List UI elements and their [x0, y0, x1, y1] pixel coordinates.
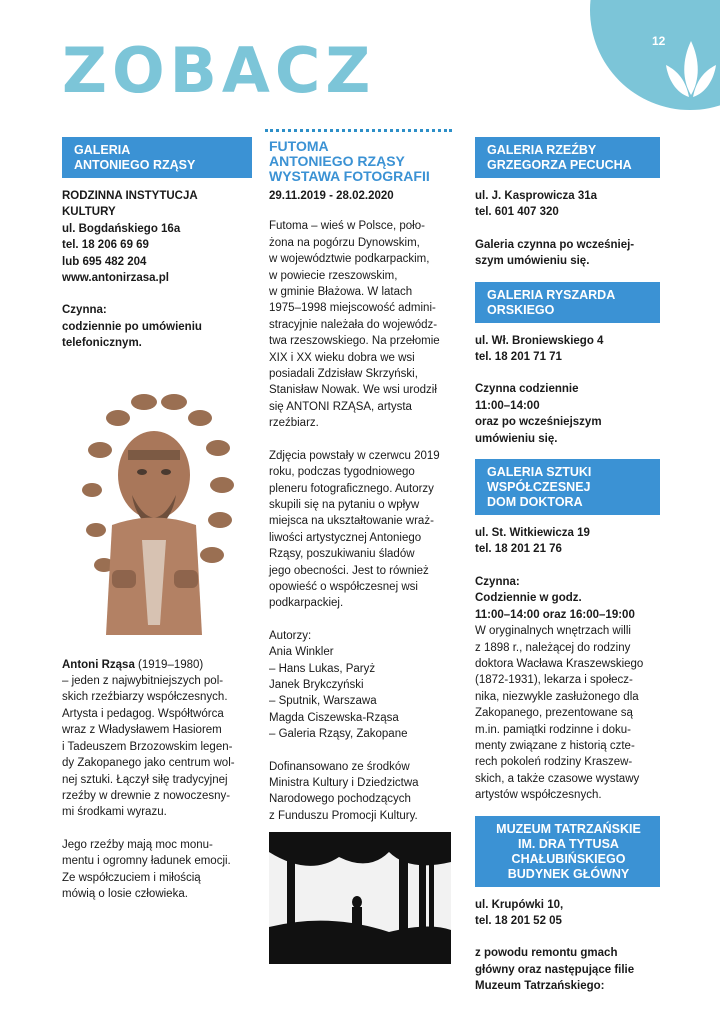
heading-text: GALERIA ANTONIEGO RZĄSY [74, 143, 196, 172]
heading-pecuch-gallery [475, 137, 660, 178]
heading-text: GALERIA RYSZARDA ORSKIEGO [487, 287, 616, 317]
forest-photo [269, 832, 451, 964]
bio-name: Antoni Rząsa [62, 658, 135, 671]
heading-orski-gallery [475, 282, 660, 323]
sculpture-image [82, 390, 234, 635]
doktor-description: W oryginalnych wnętrzach willi z 1898 r., należącej do rodziny doktora Wacława Kraszewskiego (1872-1931), lekarza i społecz- nika, niezwykle zasłużonego dla Zakopanego, prezentowane są m.in. pamiątki rodzinne i doku- menty związane z historią czte- rech pokoleń rodziny Kraszew- skich, a także czasowe wystawy artystów współczesnych. [475, 625, 644, 802]
bio-years: (1919–1980) [134, 658, 204, 671]
rzasa-bio-2: Jego rzeźby mają moc monu- mentu i ogromny ładunek emocji. Ze współczuciem i miłością mówią o losie człowieka. [62, 838, 231, 900]
futoma-paragraph-1: Futoma – wieś w Polsce, poło- żona na pogórzu Dynowskim, w województwie podkarpackim, w powiecie rzeszowskim, w gminie Błażowa. W latach 1975–1998 miejscowość admini- stracyjnie należała do wojewódz- twa rzeszowskiego. Na przełomie XIX i XX wieku dobra we wsi posiadali Zdzisław Skrzyński, Stanisław Nowak. We wsi urodził się ANTONI RZĄSA, artysta rzeźbiarz. [269, 220, 440, 430]
rzasa-hours: Czynna: codziennie po umówieniu telefonicznym. [62, 304, 202, 350]
muzeum-note: z powodu remontu gmach główny oraz następujące filie Muzeum Tatrzańskiego: [475, 947, 635, 993]
doktor-hours: Czynna: Codziennie w godz. 11:00–14:00 oraz 16:00–19:00 [475, 575, 635, 621]
funding-note: Dofinansowano ze środków Ministra Kultury i Dziedzictwa Narodowego pochodzących z Funduszu Promocji Kultury. [269, 760, 419, 822]
rzasa-bio [62, 657, 252, 821]
pecuch-contact: ul. J. Kasprowicza 31a tel. 601 407 320 [475, 190, 598, 219]
column-galleries [475, 137, 660, 1011]
heading-dom-doktora [475, 459, 660, 515]
heading-text: MUZEUM TATRZAŃSKIE IM. DRA TYTUSA CHAŁUBIŃSKIEGO BUDYNEK GŁÓWNY [496, 821, 641, 881]
muzeum-contact: ul. Krupówki 10, tel. 18 201 52 05 [475, 898, 564, 927]
heading-text: GALERIA RZEŹBY GRZEGORZA PECUCHA [487, 143, 632, 172]
column-futoma [269, 137, 454, 964]
pecuch-hours: Galeria czynna po wcześniej- szym umówieniu się. [475, 238, 635, 268]
bio-text: – jeden z najwybitniejszych pol- skich rzeźbiarzy współczesnych. Artysta i pedagog. Współtwórca wraz z Władysławem Hasiorem i Tadeuszem Brzozowskim legen- dy Zakopanego jako centrum wol- nej sztuki. Łączył siłę tradycyjnej rzeźby w drewnie z nowoczesny- mi środkami wyrazu. [62, 675, 235, 819]
authors-list: Autorzy: Ania Winkler – Hans Lukas, Paryż Janek Brykczyński – Sputnik, Warszawa Magda Ciszewska-Rząsa – Galeria Rząsy, Zakopane [269, 629, 408, 741]
orski-contact: ul. Wł. Broniewskiego 4 tel. 18 201 71 71 [475, 334, 604, 364]
futoma-paragraph-2: Zdjęcia powstały w czerwcu 2019 roku, podczas tygodniowego pleneru fotograficznego. Autorzy skupili się na pytaniu o wpływ miejsca na ukształtowanie wraż- liwości artystycznej Antoniego Rząsy, poszukiwaniu śladów jego obecności. Jest to również opowieść o współczesnej wsi podkarpackiej. [269, 449, 440, 610]
page-title: ZOBACZ [62, 34, 376, 107]
orski-hours: Czynna codziennie 11:00–14:00 oraz po wcześniejszym umówieniu się. [475, 383, 602, 445]
heading-text: GALERIA SZTUKI WSPÓŁCZESNEJ DOM DOKTORA [487, 465, 592, 510]
heading-futoma: FUTOMA ANTONIEGO RZĄSY WYSTAWA FOTOGRAFII [269, 138, 430, 184]
rzasa-contact: RODZINNA INSTYTUCJA KULTURY ul. Bogdańskiego 16a tel. 18 206 69 69 lub 695 482 204 www.antonirzasa.pl [62, 190, 198, 285]
column-rzasa-gallery [62, 137, 252, 918]
page-number: 12 [652, 34, 666, 48]
dotted-divider [265, 129, 452, 132]
leaf-icon [662, 35, 720, 105]
exhibition-dates: 29.11.2019 - 28.02.2020 [269, 190, 394, 202]
doktor-contact: ul. St. Witkiewicza 19 tel. 18 201 21 76 [475, 527, 590, 556]
heading-muzeum-tatrzanskie [475, 816, 660, 887]
heading-rzasa-gallery [62, 137, 252, 178]
